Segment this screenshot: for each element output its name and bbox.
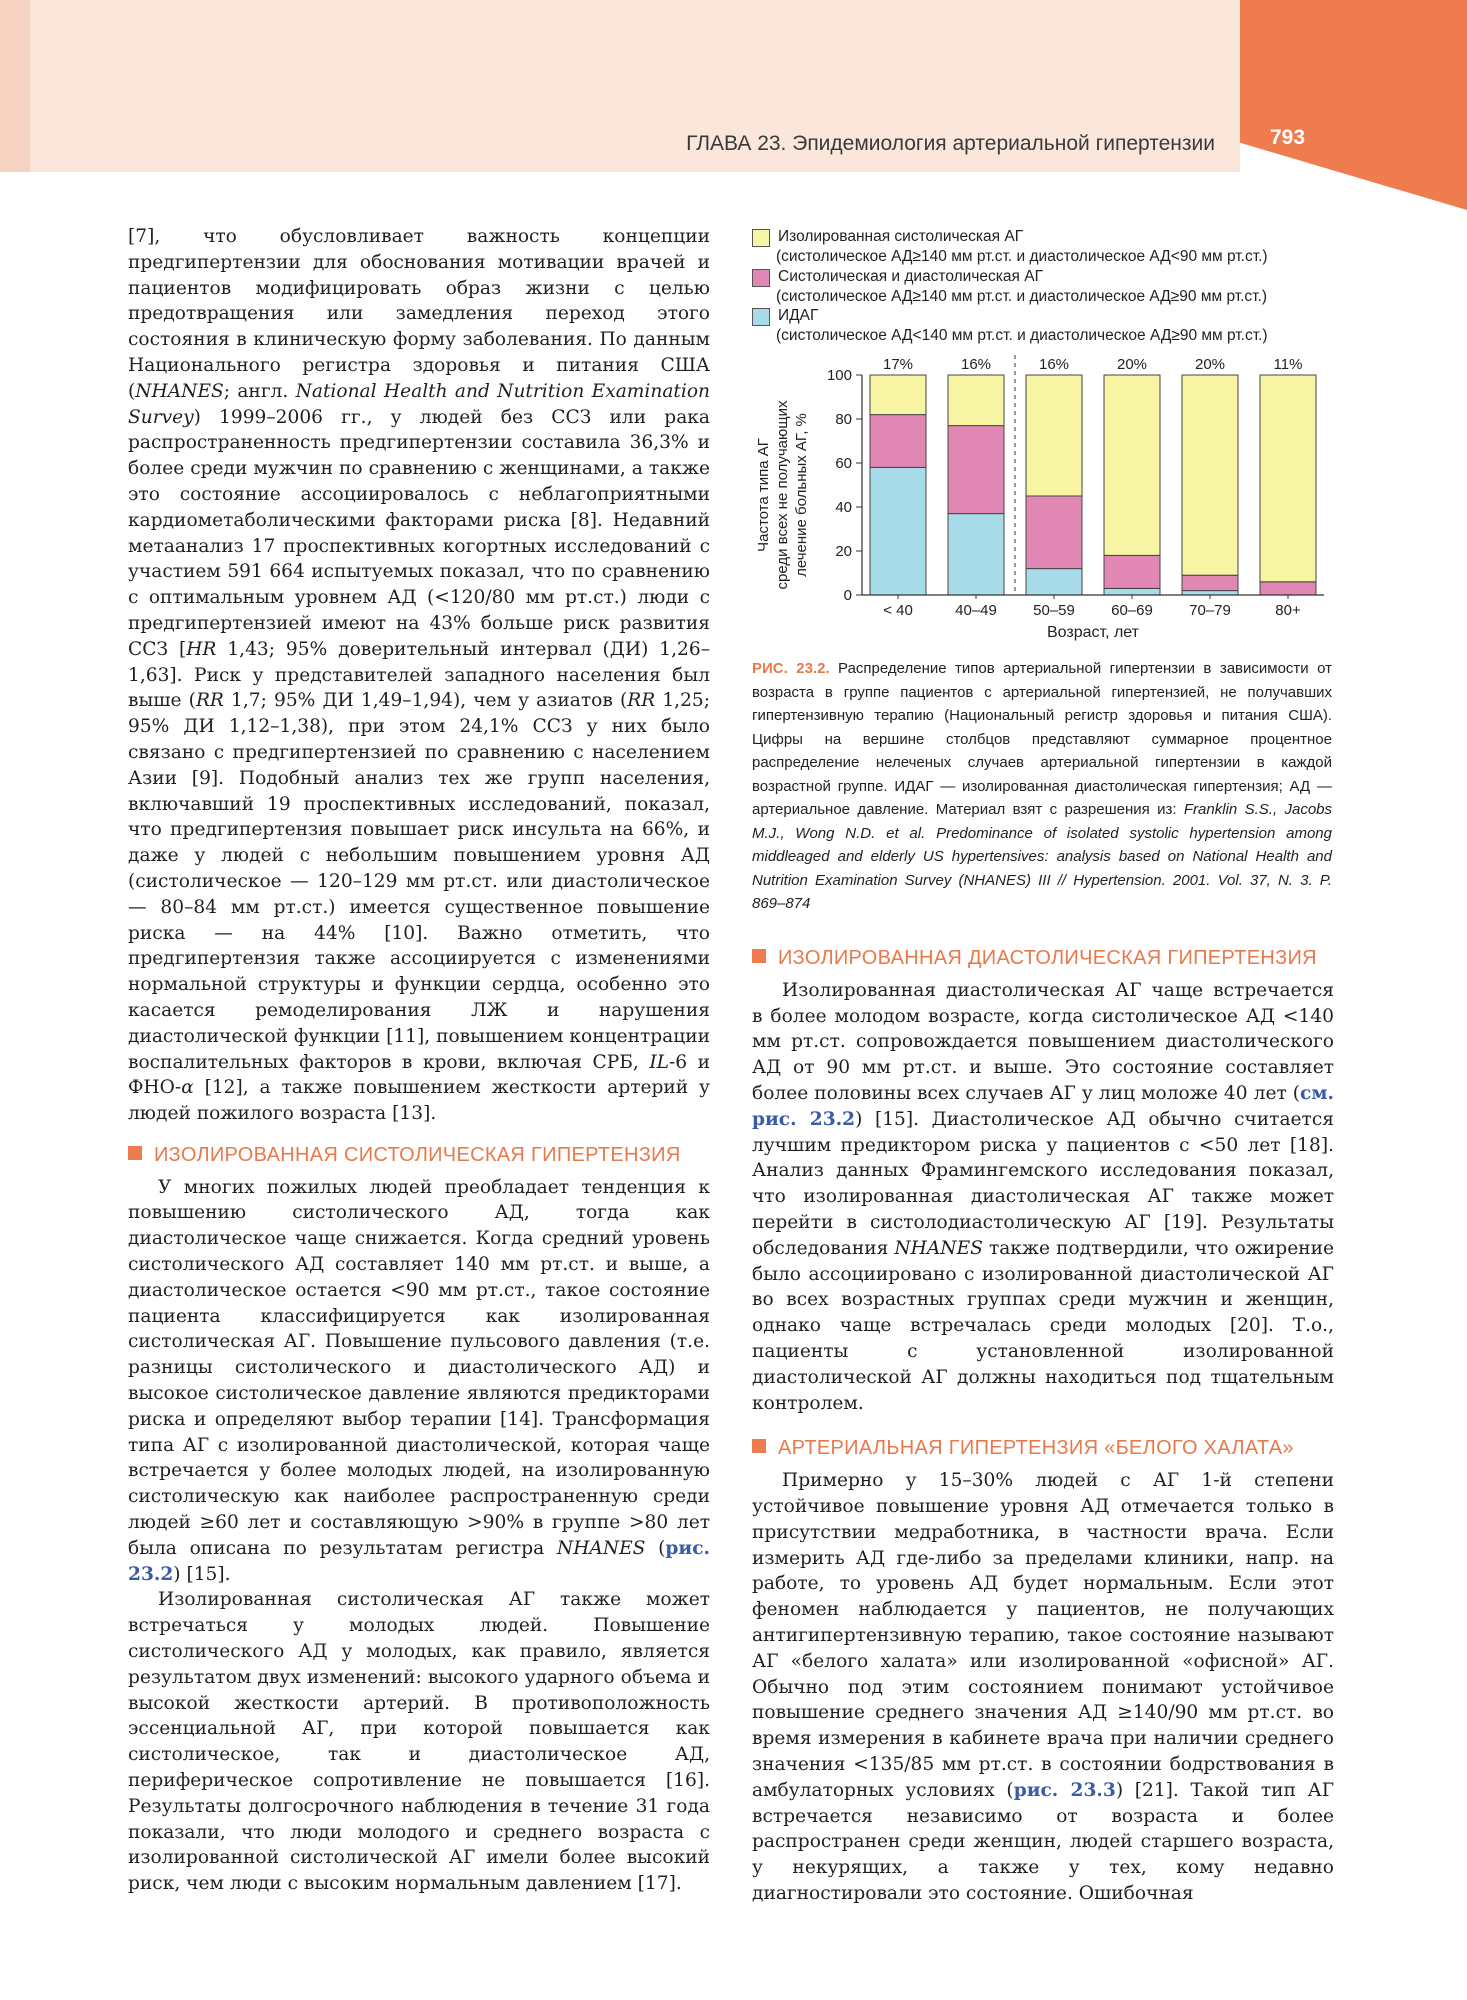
y-tick-label: 40	[835, 499, 852, 516]
legend-item: ИДАГ (систолическое АД<140 мм рт.ст. и диастолическое АД≥90 мм рт.ст.)	[752, 306, 1352, 346]
section-marker	[128, 1146, 142, 1160]
bar-segment	[1182, 591, 1238, 595]
figure-reference-link[interactable]: рис. 23.3	[1013, 1779, 1116, 1801]
bar-top-label: 11%	[1273, 356, 1303, 373]
y-tick-label: 80	[835, 411, 852, 428]
y-tick-label: 20	[835, 543, 852, 560]
bar-segment	[1182, 575, 1238, 590]
x-tick-label: 50–59	[1033, 602, 1075, 619]
paragraph: У многих пожилых людей преобладает тенденция к повышению систолического АД, тогда как диастолическое чаще снижается. Когда средний уровень систолического АД составляет 140 мм рт.ст. и выше, а диастолическое остается <90 мм рт.ст., такое состояние пациента классифицируется как изолированная систолическая АГ. Повышение пульсового давления (т.е. разницы систолического и диастолического АД) и высокое систолическое давление являются предикторами риска и определяют выбор терапии [14]. Трансформация типа АГ с изолированной диастолической, которая чаще встречается у более молодых людей, на изолированную систолическую как наиболее распространенную среди людей ≥60 лет и составляющую >90% в группе >80 лет была описана по результатам регистра NHANES (рис. 23.2) [15].	[128, 1176, 710, 1585]
legend-swatch	[752, 308, 770, 326]
x-axis-title: Возраст, лет	[1047, 624, 1139, 641]
bar-segment	[1026, 375, 1082, 496]
bar-segment	[870, 375, 926, 415]
bar-segment	[1182, 375, 1238, 575]
y-axis-title: среди всех не получающих	[774, 400, 791, 590]
paragraph: Изолированная систолическая АГ также может встречаться у молодых людей. Повышение систолического АД у молодых, как правило, является результатом двух изменений: высокого ударного объема и высокой жесткости артерий. В противоположность эссенциальной АГ, при которой повышается как систолическое, так и диастолическое АД, периферическое сопротивление не повышается [16]. Результаты долгосрочного наблюдения в течение 31 года показали, что люди молодого и среднего возраста с изолированной систолической АГ имели более высокий риск, чем люди с высоким нормальным давлением [17].	[128, 1589, 710, 1895]
bar-segment	[1104, 588, 1160, 595]
legend-item: Систолическая и диастолическая АГ (систолическое АД≥140 мм рт.ст. и диастолическое АД≥90 мм рт.ст.)	[752, 267, 1352, 307]
legend-item: Изолированная систолическая АГ (систолическое АД≥140 мм рт.ст. и диастолическое АД<90 мм рт.ст.)	[752, 227, 1352, 267]
left-column	[128, 224, 710, 1897]
bar-top-label: 16%	[960, 356, 992, 373]
y-tick-label: 0	[843, 587, 852, 604]
bar-segment	[948, 426, 1004, 514]
y-axis-title: лечение больных АГ, %	[793, 413, 810, 577]
page-tab	[1240, 0, 1467, 210]
y-axis-title: Частота типа АГ	[755, 438, 772, 552]
section-marker	[752, 949, 766, 963]
section-heading: ИЗОЛИРОВАННАЯ ДИАСТОЛИЧЕСКАЯ ГИПЕРТЕНЗИЯ	[752, 946, 1334, 972]
figure-reference-link[interactable]: см. рис. 23.2	[752, 1082, 1334, 1130]
bar-top-label: 20%	[1116, 356, 1148, 373]
y-tick-label: 100	[826, 367, 852, 384]
header-band-left	[0, 0, 30, 172]
bar-top-label: 20%	[1194, 356, 1226, 373]
legend-swatch	[752, 269, 770, 287]
stacked-bar-chart	[752, 350, 1332, 650]
bar-segment	[1104, 555, 1160, 588]
x-tick-label: < 40	[883, 602, 913, 619]
paragraph: [7], что обусловливает важность концепции предгипертензии для обоснования мотивации врачей и пациентов модифицировать образ жизни с целью предотвращения или замедления переход этого состояния в клиническую форму заболевания. По данным Национального регистра здоровья и питания США (NHANES; англ. National Health and Nutrition Examination Survey) 1999–2006 гг., у людей без ССЗ или рака распространенность предгипертензии составила 36,3% и более среди мужчин по сравнению с женщинами, а также это состояние ассоциировалось с неблагоприятными кардиометаболическими факторами риска [8]. Недавний метаанализ 17 проспективных когортных исследований с участием 591 664 испытуемых показал, что по сравнению с оптимальным уровнем АД (<120/80 мм рт.ст.) люди с предгипертензией имеют на 43% больше риск развития ССЗ [HR 1,43; 95% доверительный интервал (ДИ) 1,26–1,63]. Риск у представителей западного населения был выше (RR 1,7; 95% ДИ 1,49–1,94), чем у азиатов (RR 1,25; 95% ДИ 1,12–1,38), при этом 24,1% ССЗ у них было связано с предгипертензией по сравнению с населением Азии [9]. Подобный анализ тех же групп населения, включавший 19 проспективных исследований, показал, что предгипертензия повышает риск инсульта на 66%, и даже у людей с небольшим повышением уровня АД (систолическое — 120–129 мм рт.ст. или диастолическое — 80–84 мм рт.ст.) имеется существенное повышение риска — на 44% [10]. Важно отметить, что предгипертензия также ассоциируется с изменениями нормальной структуры и функции сердца, особенно это касается ремоделирования ЛЖ и нарушения диастолической функции [11], повышением концентрации воспалительных факторов в крови, включая СРБ, IL-6 и ФНО-α [12], а также повышением жесткости артерий у людей пожилого возраста [13].	[128, 226, 711, 1125]
page-number: 793	[1270, 126, 1306, 149]
paragraph: Изолированная диастолическая АГ чаще встречается в более молодом возрасте, когда систолическое АД <140 мм рт.ст. сопровождается повышением диастолического АД от 90 мм рт.ст. и выше. Это состояние составляет более половины всех случаев АГ у лиц моложе 40 лет (см. рис. 23.2) [15]. Диастолическое АД обычно считается лучшим предиктором риска у пациентов с <50 лет [18]. Анализ данных Фрамингемского исследования показал, что изолированная диастолическая АГ также может перейти в систолодиастолическую АГ [19]. Результаты обследования NHANES также подтвердили, что ожирение было ассоциировано с изолированной диастолической АГ во всех возрастных группах среди мужчин и женщин, однако чаще встречалась среди молодых [20]. Т.о., пациенты с установленной изолированной диастолической АГ должны находиться под тщательным контролем.	[752, 979, 1334, 1414]
paragraph: Примерно у 15–30% людей с АГ 1-й степени устойчивое повышение уровня АД отмечается только в присутствии медработника, в частности врача. Если измерить АД где-либо за пределами клиники, напр. на работе, то уровень АД будет нормальным. Если этот феномен наблюдается у пациентов, не получающих антигипертензивную терапию, такое состояние называют АГ «белого халата» или изолированной «офисной» АГ. Обычно под этим состоянием понимают устойчивое повышение среднего значения АД ≥140/90 мм рт.ст. во время измерения в кабинете врача при наличии среднего значения <135/85 мм рт.ст. в состоянии бодрствования в амбулаторных условиях (рис. 23.3) [21]. Такой тип АГ встречается независимо от возраста и более распространен среди женщин, людей старшего возраста, у некурящих, а также у тех, кому недавно диагностировали это состояние. Ошибочная	[752, 1470, 1335, 1904]
chapter-title: ГЛАВА 23. Эпидемиология артериальной гипертензии	[686, 132, 1215, 155]
right-column	[752, 946, 1334, 1907]
section-marker	[752, 1439, 766, 1453]
bar-segment	[870, 415, 926, 468]
chart-legend	[752, 227, 1352, 346]
bar-segment	[1104, 375, 1160, 555]
x-tick-label: 40–49	[955, 602, 997, 619]
section-heading: ИЗОЛИРОВАННАЯ СИСТОЛИЧЕСКАЯ ГИПЕРТЕНЗИЯ	[128, 1143, 710, 1169]
bar-top-label: 16%	[1038, 356, 1070, 373]
bar-top-label: 17%	[882, 356, 914, 373]
bar-segment	[948, 514, 1004, 595]
running-header	[655, 124, 1225, 164]
figure-caption: РИС. 23.2. Распределение типов артериальной гипертензии в зависимости от возраста в группе пациентов с артериальной гипертензией, не получавших гипертензивную терапию (Национальный регистр здоровья и питания США). Цифры на вершине столбцов представляют суммарное процентное распределение нелеченых случаев артериальной гипертензии в каждой возрастной группе. ИДАГ — изолированная диастолическая гипертензия; АД — артериальное давление. Материал взят с разрешения из: Franklin S.S., Jacobs M.J., Wong N.D. et al. Predominance of isolated systolic hypertension among middleaged and elderly US hypertensives: analysis based on National Health and Nutrition Examination Survey (NHANES) III // Hypertension. 2001. Vol. 37, N. 3. P. 869–874	[752, 660, 1332, 912]
bar-segment	[870, 467, 926, 595]
y-tick-label: 60	[835, 455, 852, 472]
bar-segment	[1260, 582, 1316, 595]
x-tick-label: 70–79	[1189, 602, 1231, 619]
x-tick-label: 60–69	[1111, 602, 1153, 619]
figure-reference-link[interactable]: рис. 23.2	[128, 1537, 710, 1585]
bar-segment	[1026, 496, 1082, 569]
section-heading: АРТЕРИАЛЬНАЯ ГИПЕРТЕНЗИЯ «БЕЛОГО ХАЛАТА»	[752, 1436, 1334, 1462]
x-tick-label: 80+	[1275, 602, 1301, 619]
bar-segment	[948, 375, 1004, 426]
bar-segment	[1026, 569, 1082, 595]
bar-segment	[1260, 375, 1316, 582]
legend-swatch	[752, 229, 770, 247]
